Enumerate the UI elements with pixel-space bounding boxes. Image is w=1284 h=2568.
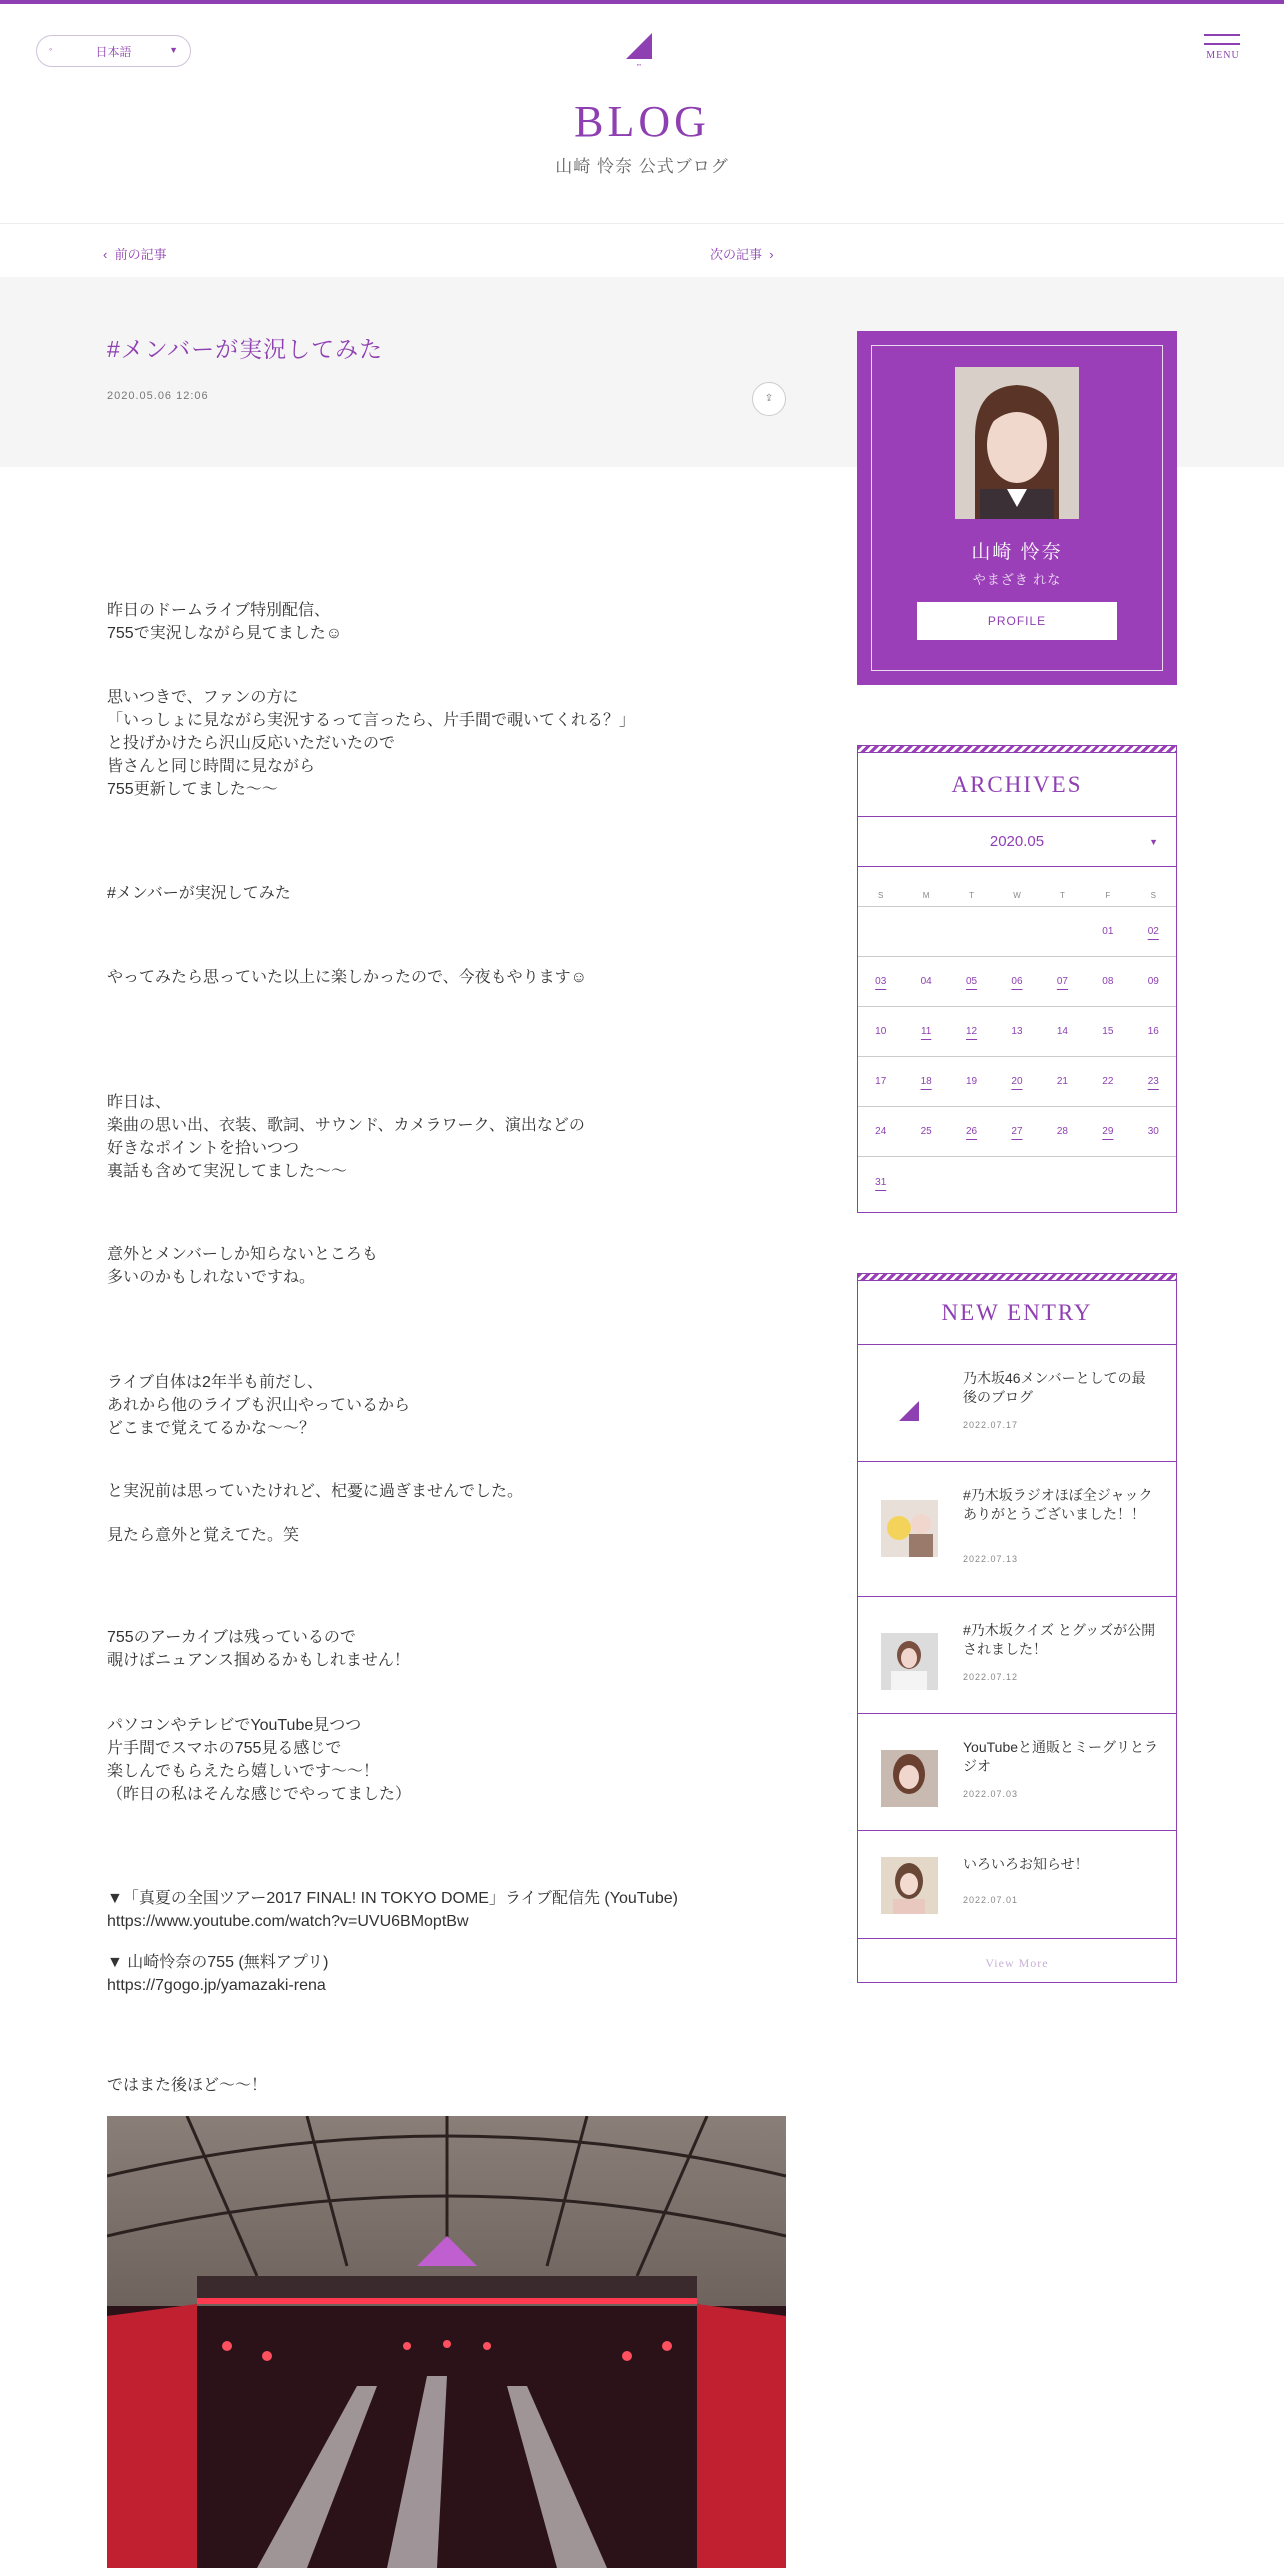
post-paragraph: 意外とメンバーしか知らないところも 多いのかもしれないですね。 <box>107 1246 378 1286</box>
new-entry-item[interactable] <box>858 1462 1176 1597</box>
calendar-day-label: 05 <box>966 976 978 987</box>
post-paragraph: #メンバーが実況してみた <box>107 885 291 902</box>
new-entry-item[interactable] <box>858 1714 1176 1831</box>
archives-month-label: 2020.05 <box>989 833 1045 850</box>
svg-text:▪▪▪: ▪▪▪ <box>636 62 642 67</box>
profile-photo[interactable] <box>955 367 1079 519</box>
post-photo <box>107 2116 786 2568</box>
calendar-day[interactable] <box>1131 1057 1176 1107</box>
page-title: BLOG <box>574 97 710 146</box>
calendar-day <box>903 1107 948 1157</box>
calendar-day-label: 06 <box>1011 976 1023 987</box>
calendar-day <box>1085 957 1130 1007</box>
calendar-empty-cell <box>858 907 903 957</box>
calendar-day <box>949 1057 994 1107</box>
calendar-weekday: F <box>1085 867 1130 907</box>
post-paragraph: 755のアーカイブは残っているので 覗けばニュアンス掴めるかもしれません！ <box>107 1629 410 1669</box>
calendar-day <box>1131 1007 1176 1057</box>
entry-title: YouTubeと通販とミーグリとラジオ <box>963 1739 1159 1774</box>
calendar-day[interactable] <box>1085 1107 1130 1157</box>
post-paragraph: やってみたら思っていた以上に楽しかったので、今夜もやります☺︎ <box>107 969 588 986</box>
calendar-day <box>858 1057 903 1107</box>
calendar-day-label: 25 <box>920 1126 932 1137</box>
post-paragraph: と実況前は思っていたけれど、杞憂に過ぎませんでした。 <box>107 1483 524 1500</box>
calendar-day[interactable] <box>949 1007 994 1057</box>
next-article-label: 次の記事 <box>710 247 763 262</box>
calendar-day[interactable] <box>1040 957 1085 1007</box>
calendar-day-label: 20 <box>1011 1076 1023 1087</box>
post-paragraph: 昨日は、 楽曲の思い出、衣装、歌詞、サウンド、カメラワーク、演出などの 好きなポイントを拾いつつ 裏話も含めて実況してました〜〜 <box>107 1094 585 1180</box>
language-select[interactable] <box>36 35 191 67</box>
calendar-day-label: 31 <box>875 1176 887 1188</box>
calendar-day[interactable] <box>949 957 994 1007</box>
calendar-day-label: 03 <box>875 976 887 987</box>
calendar-day-label: 21 <box>1056 1076 1068 1087</box>
calendar-day-label: 15 <box>1102 1026 1114 1037</box>
calendar-day <box>1131 957 1176 1007</box>
archives-calendar <box>858 867 1176 1207</box>
hamburger-icon-bar <box>1204 43 1240 45</box>
calendar-day <box>1040 1057 1085 1107</box>
menu-button[interactable] <box>1204 34 1242 70</box>
calendar-day <box>858 1007 903 1057</box>
entry-date: 2022.07.01 <box>963 1895 1019 1905</box>
entry-thumbnail <box>881 1500 938 1557</box>
calendar-weekday: S <box>1131 867 1176 907</box>
calendar-day[interactable] <box>903 1057 948 1107</box>
entry-date: 2022.07.17 <box>963 1420 1019 1430</box>
calendar-day-label: 29 <box>1102 1126 1114 1137</box>
share-icon: ⇪ <box>764 393 774 404</box>
entry-thumbnail <box>881 1857 938 1914</box>
post-link-paragraph[interactable]: ▼「真夏の全国ツアー2017 FINAL! IN TOKYO DOME」ライブ配信先 (YouTube) https://www.youtube.com/watch?v=UVU6BMoptBw <box>107 1890 678 1930</box>
calendar-day-label: 26 <box>966 1126 978 1137</box>
calendar-day <box>1085 907 1130 957</box>
entry-title: #乃木坂クイズ とグッズが公開されました！ <box>963 1622 1156 1657</box>
calendar-empty-cell <box>903 907 948 957</box>
globe-icon: ◦ <box>49 44 53 54</box>
new-entry-item[interactable] <box>858 1345 1176 1462</box>
entry-thumbnail <box>881 1750 938 1807</box>
calendar-day[interactable] <box>949 1107 994 1157</box>
calendar-day <box>903 957 948 1007</box>
post-date: 2020.05.06 12:06 <box>107 390 209 402</box>
calendar-day <box>1040 1007 1085 1057</box>
calendar-day[interactable] <box>994 1107 1039 1157</box>
calendar-weekday: W <box>994 867 1039 907</box>
calendar-empty-cell <box>1085 1157 1130 1207</box>
calendar-day-label: 14 <box>1056 1026 1068 1037</box>
archives-title: ARCHIVES <box>858 753 1176 817</box>
view-more-link[interactable]: View More <box>985 1956 1049 1970</box>
entry-date: 2022.07.13 <box>963 1554 1019 1564</box>
calendar-day[interactable] <box>858 1157 903 1207</box>
calendar-empty-cell <box>949 907 994 957</box>
calendar-day-label: 11 <box>920 1026 932 1037</box>
calendar-empty-cell <box>903 1157 948 1207</box>
calendar-empty-cell <box>994 907 1039 957</box>
site-logo[interactable] <box>622 29 656 67</box>
chevron-down-icon: ▼ <box>169 45 178 55</box>
page-subtitle: 山崎 怜奈 公式ブログ <box>555 157 729 176</box>
menu-label: MENU <box>1206 50 1240 61</box>
share-button[interactable] <box>752 382 786 416</box>
calendar-day-label: 13 <box>1011 1026 1023 1037</box>
widget-decoration <box>858 1274 1176 1281</box>
post-paragraph: 昨日のドームライブ特別配信、 755で実況しながら見てました☺︎ <box>107 602 343 642</box>
article-pager <box>0 223 1284 277</box>
entry-title: #乃木坂ラジオほぼ全ジャック ありがとうございました！！ <box>963 1487 1153 1522</box>
calendar-day[interactable] <box>858 957 903 1007</box>
new-entry-widget <box>857 1273 1177 1983</box>
calendar-day-label: 02 <box>1147 926 1159 937</box>
hamburger-icon <box>1204 34 1240 36</box>
calendar-day[interactable] <box>994 957 1039 1007</box>
calendar-day-label: 09 <box>1147 976 1159 987</box>
calendar-empty-cell <box>1131 1157 1176 1207</box>
entry-title: いろいろお知らせ！ <box>963 1856 1089 1872</box>
entry-title: 乃木坂46メンバーとしての最後のブログ <box>963 1370 1146 1405</box>
entry-thumbnail <box>881 1381 938 1438</box>
chevron-left-icon: ‹ <box>103 247 115 262</box>
widget-decoration <box>858 746 1176 753</box>
entry-date: 2022.07.12 <box>963 1672 1019 1682</box>
calendar-day <box>858 1107 903 1157</box>
profile-button[interactable]: PROFILE <box>917 602 1117 640</box>
calendar-day-label: 23 <box>1147 1076 1159 1087</box>
calendar-day-label: 30 <box>1147 1126 1159 1137</box>
calendar-weekday: T <box>949 867 994 907</box>
language-label: 日本語 <box>95 44 132 59</box>
calendar-empty-cell <box>994 1157 1039 1207</box>
calendar-day <box>1040 1107 1085 1157</box>
post-paragraph: パソコンやテレビでYouTube見つつ 片手間でスマホの755見る感じで 楽しんでもらえたら嬉しいです〜〜！ （昨日の私はそんな感じでやってました） <box>107 1717 412 1803</box>
calendar-day-label: 22 <box>1102 1076 1114 1087</box>
new-entry-item[interactable] <box>858 1831 1176 1939</box>
archives-month-select[interactable] <box>858 817 1176 867</box>
entry-thumbnail <box>881 1633 938 1690</box>
calendar-weekday: T <box>1040 867 1085 907</box>
profile-kana: やまざき れな <box>972 572 1062 587</box>
calendar-day-label: 04 <box>920 976 932 987</box>
calendar-day-label: 18 <box>920 1076 932 1087</box>
calendar-day[interactable] <box>1131 907 1176 957</box>
calendar-day-label: 01 <box>1102 926 1114 937</box>
calendar-weekday: S <box>858 867 903 907</box>
archives-widget <box>857 745 1177 1213</box>
calendar-day <box>994 1007 1039 1057</box>
new-entry-title: NEW ENTRY <box>858 1281 1176 1345</box>
entry-date: 2022.07.03 <box>963 1789 1019 1799</box>
calendar-day-label: 16 <box>1147 1026 1159 1037</box>
calendar-empty-cell <box>949 1157 994 1207</box>
post-link-paragraph[interactable]: ▼ 山崎怜奈の755 (無料アプリ) https://7gogo.jp/yamazaki-rena <box>107 1954 329 1994</box>
profile-name: 山崎 怜奈 <box>971 542 1063 563</box>
prev-article-label: 前の記事 <box>114 247 167 262</box>
calendar-day-label: 08 <box>1102 976 1114 987</box>
calendar-day <box>1085 1007 1130 1057</box>
calendar-weekday: M <box>903 867 948 907</box>
prev-article-link[interactable] <box>103 244 167 263</box>
calendar-empty-cell <box>1040 907 1085 957</box>
calendar-empty-cell <box>1040 1157 1085 1207</box>
calendar-day-label: 12 <box>966 1026 978 1037</box>
calendar-day-label: 19 <box>966 1076 978 1087</box>
calendar-day-label: 17 <box>875 1076 887 1087</box>
calendar-day-label: 07 <box>1056 976 1068 987</box>
next-article-link[interactable] <box>710 244 774 263</box>
calendar-day-label: 28 <box>1056 1126 1068 1137</box>
post-paragraph: 思いつきで、ファンの方に 「いっしょに見ながら実況するって言ったら、片手間で覗いてくれる？」 と投げかけたら沢山反応いただいたので 皆さんと同じ時間に見ながら 755更新してました〜〜 <box>107 689 636 798</box>
top-accent-line <box>0 0 1284 4</box>
chevron-right-icon: › <box>762 247 774 262</box>
profile-card <box>857 331 1177 685</box>
calendar-day[interactable] <box>994 1057 1039 1107</box>
post-paragraph: 見たら意外と覚えてた。笑 <box>107 1527 300 1544</box>
caret-down-icon: ▼ <box>1149 837 1158 847</box>
post-title: #メンバーが実況してみた <box>107 336 384 362</box>
post-paragraph: ライブ自体は2年半も前だし、 あれから他のライブも沢山やっているから どこまで覚えてるかな〜〜？ <box>107 1374 411 1437</box>
new-entry-item[interactable] <box>858 1597 1176 1714</box>
calendar-day-label: 24 <box>875 1126 887 1137</box>
calendar-day[interactable] <box>903 1007 948 1057</box>
post-paragraph: ではまた後ほど〜〜！ <box>107 2077 268 2094</box>
calendar-day <box>1131 1107 1176 1157</box>
calendar-day-label: 10 <box>875 1026 887 1037</box>
calendar-day <box>1085 1057 1130 1107</box>
calendar-day-label: 27 <box>1011 1126 1023 1137</box>
